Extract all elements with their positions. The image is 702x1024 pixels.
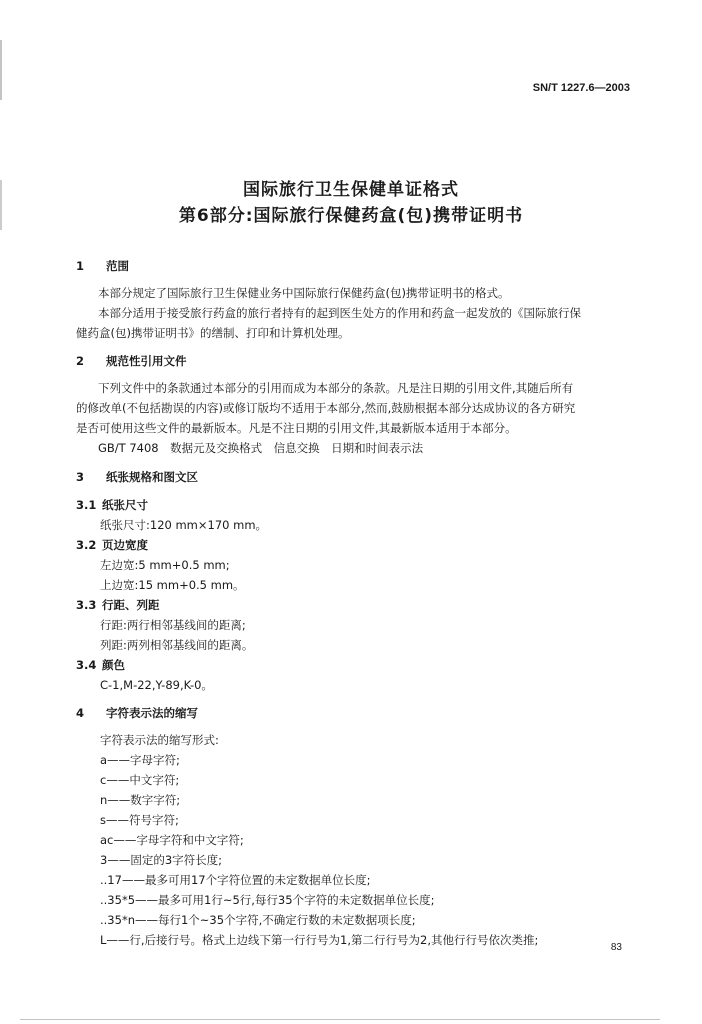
section-2-para-1a: 下列文件中的条款通过本部分的引用而成为本部分的条款。凡是注日期的引用文件,其随后所有: [98, 381, 574, 395]
left-margin-line: 左边宽:5 mm+0.5 mm;: [100, 558, 230, 572]
title-line-1: 国际旅行卫生保健单证格式: [243, 180, 459, 200]
scan-artifact-bottom: [20, 1019, 660, 1020]
section-1-number: 1: [76, 259, 85, 273]
paper-size-line: 纸张尺寸:120 mm×170 mm。: [100, 518, 268, 532]
standard-code: SN/T 1227.6—2003: [532, 82, 630, 94]
abbreviation-intro: 字符表示法的缩写形式:: [100, 733, 219, 747]
page-number: 83: [610, 942, 622, 953]
subsection-3-4-number: 3.4: [76, 658, 97, 672]
section-1-title: 范围: [106, 259, 129, 273]
section-4-heading: [76, 705, 198, 721]
normative-reference: GB/T 7408 数据元及交换格式 信息交换 日期和时间表示法: [98, 441, 424, 455]
color-line: C-1,M-22,Y-89,K-0。: [100, 678, 213, 692]
subsection-3-1-number: 3.1: [76, 498, 97, 512]
scan-artifact-left: [0, 40, 2, 100]
section-3-number: 3: [76, 470, 85, 484]
column-spacing-line: 列距:两列相邻基线间的距离。: [100, 638, 254, 652]
subsection-3-3-number: 3.3: [76, 598, 97, 612]
section-1-heading: [76, 258, 129, 274]
list-item: 3——固定的3字符长度;: [100, 853, 223, 867]
section-4-number: 4: [76, 706, 85, 720]
section-2-para-1b: 的修改单(不包括勘误的内容)或修订版均不适用于本部分,然而,鼓励根据本部分达成协议的各方研究: [76, 401, 576, 415]
list-item: n——数字字符;: [100, 793, 181, 807]
section-4-title: 字符表示法的缩写: [106, 706, 198, 720]
subsection-3-1-title: 纸张尺寸: [102, 498, 148, 512]
subsection-3-4-title: 颜色: [102, 658, 125, 672]
list-item: s——符号字符;: [100, 813, 179, 827]
title-line-2: 第6部分:国际旅行保健药盒(包)携带证明书: [178, 206, 524, 226]
subsection-3-2-title: 页边宽度: [102, 538, 148, 552]
section-3-heading: [76, 469, 198, 485]
section-2-title: 规范性引用文件: [106, 354, 187, 368]
line-spacing-line: 行距:两行相邻基线间的距离;: [100, 618, 246, 632]
top-margin-line: 上边宽:15 mm+0.5 mm。: [100, 578, 245, 592]
section-3-title: 纸张规格和图文区: [106, 470, 198, 484]
section-2-para-1c: 是否可使用这些文件的最新版本。凡是不注日期的引用文件,其最新版本适用于本部分。: [76, 421, 517, 435]
scan-artifact-left-2: [0, 180, 2, 230]
list-item: ..17——最多可用17个字符位置的未定数据单位长度;: [100, 873, 371, 887]
subsection-3-1-heading: [76, 497, 148, 513]
subsection-3-3-heading: [76, 597, 160, 613]
list-item: c——中文字符;: [100, 773, 180, 787]
subsection-3-2-number: 3.2: [76, 538, 97, 552]
section-2-heading: [76, 353, 187, 369]
list-item: ..35*n——每行1个~35个字符,不确定行数的未定数据项长度;: [100, 913, 416, 927]
subsection-3-4-heading: [76, 657, 125, 673]
subsection-3-2-heading: [76, 537, 148, 553]
list-item: L——行,后接行号。格式上边线下第一行行号为1,第二行行号为2,其他行行号依次类推;: [100, 933, 539, 947]
list-item: a——字母字符;: [100, 753, 180, 767]
list-item: ac——字母字符和中文字符;: [100, 833, 244, 847]
section-1-para-1: 本部分规定了国际旅行卫生保健业务中国际旅行保健药盒(包)携带证明书的格式。: [98, 286, 510, 300]
section-1-para-2a: 本部分适用于接受旅行药盒的旅行者持有的起到医生处方的作用和药盒一起发放的《国际旅行保: [98, 306, 581, 320]
list-item: ..35*5——最多可用1行~5行,每行35个字符的未定数据单位长度;: [100, 893, 435, 907]
section-2-number: 2: [76, 354, 85, 368]
section-1-para-2b: 健药盒(包)携带证明书》的缮制、打印和计算机处理。: [76, 326, 350, 340]
subsection-3-3-title: 行距、列距: [102, 598, 160, 612]
